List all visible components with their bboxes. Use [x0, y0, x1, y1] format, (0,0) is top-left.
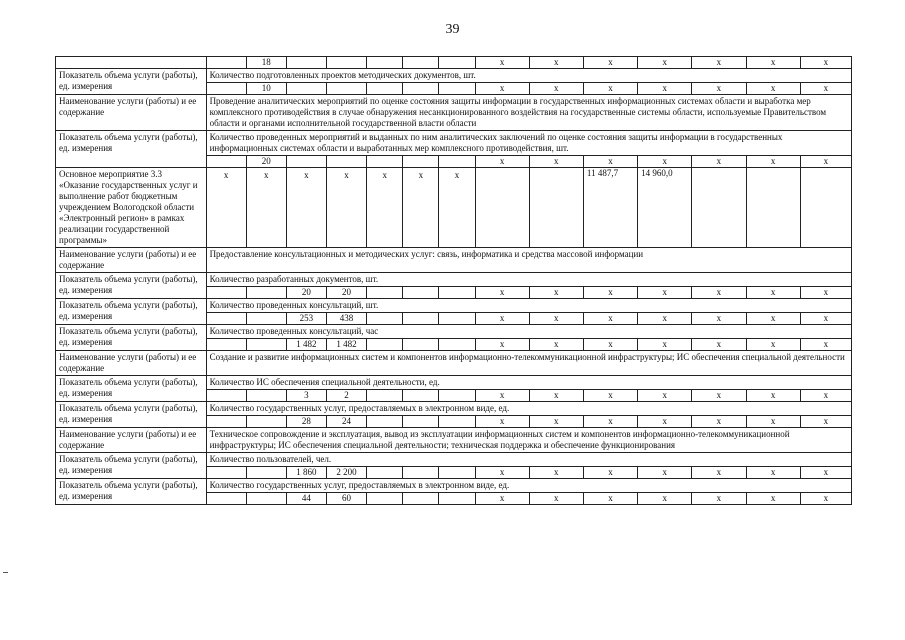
service-text: Проведение аналитических мероприятий по оценке состояния защиты информации в государственных информационных системах области и выработка мер комплексного противодействия в случае обнаружения несанкционированного воздействия на государственные системы области, используемые Правительством области и органами исполнительной государственной власти области: [206, 95, 851, 131]
main-event-row: [56, 168, 852, 248]
value-cell: 1 482: [286, 339, 326, 351]
indicator-label: Показатель объема услуги (работы), ед. измерения: [56, 69, 207, 95]
value-cell: [367, 493, 403, 505]
x-mark: x: [439, 168, 475, 248]
x-mark: x: [692, 83, 746, 95]
value-cell: [439, 156, 475, 168]
value-cell: [206, 287, 246, 299]
indicator-text: Количество проведенных мероприятий и выданных по ним аналитических заключений по оценке состояния защиты информации в государственных информационных системах области и выработанных мер комплексного противодействия, шт.: [206, 131, 851, 156]
indicator-text: Количество государственных услуг, предоставляемых в электронном виде, ед.: [206, 402, 851, 416]
x-mark: x: [529, 390, 583, 402]
value-cell: [246, 339, 286, 351]
x-mark: x: [800, 313, 851, 325]
value-cell: [439, 467, 475, 479]
value-cell: [367, 339, 403, 351]
x-mark: x: [529, 313, 583, 325]
indicator-text: Количество пользователей, чел.: [206, 453, 851, 467]
x-mark: x: [475, 493, 529, 505]
value-cell: [746, 168, 800, 248]
x-mark: x: [692, 156, 746, 168]
x-mark: x: [800, 416, 851, 428]
indicator-text: Количество государственных услуг, предоставляемых в электронном виде, ед.: [206, 479, 851, 493]
x-mark: x: [206, 168, 246, 248]
x-mark: x: [529, 467, 583, 479]
value-cell: [403, 57, 439, 69]
value-cell: [246, 416, 286, 428]
x-mark: x: [800, 390, 851, 402]
value-cell: [206, 493, 246, 505]
value-cell: 3: [286, 390, 326, 402]
x-mark: x: [583, 339, 637, 351]
value-cell: [367, 156, 403, 168]
value-cell: 60: [326, 493, 366, 505]
main-event-label: Основное мероприятие 3.3 «Оказание государственных услуг и выполнение работ бюджетным учреждением Вологодской области «Электронный регион» в рамках реализации государственной программы»: [56, 168, 207, 248]
x-mark: x: [286, 168, 326, 248]
value-cell: [206, 390, 246, 402]
x-mark: x: [475, 156, 529, 168]
value-cell: [439, 493, 475, 505]
value-cell: [403, 416, 439, 428]
x-mark: x: [800, 287, 851, 299]
x-mark: x: [475, 339, 529, 351]
value-cell: [403, 287, 439, 299]
x-mark: x: [746, 57, 800, 69]
service-label: Наименование услуги (работы) и ее содержание: [56, 248, 207, 273]
indicator-text: Количество проведенных консультаций, шт.: [206, 299, 851, 313]
x-mark: x: [746, 83, 800, 95]
x-mark: x: [638, 390, 692, 402]
x-mark: x: [638, 493, 692, 505]
table-row: [56, 376, 852, 390]
value-cell: 18: [246, 57, 286, 69]
x-mark: x: [403, 168, 439, 248]
value-cell: [403, 467, 439, 479]
value-cell: 20: [246, 156, 286, 168]
x-mark: x: [692, 467, 746, 479]
x-mark: x: [692, 57, 746, 69]
amount-cell: 11 487,7: [583, 168, 637, 248]
program-table: [55, 56, 852, 505]
value-cell: 2 200: [326, 467, 366, 479]
x-mark: x: [583, 156, 637, 168]
indicator-label: Показатель объема услуги (работы), ед. измерения: [56, 402, 207, 428]
x-mark: x: [638, 287, 692, 299]
value-cell: [206, 156, 246, 168]
x-mark: x: [638, 339, 692, 351]
table-row: [56, 453, 852, 467]
x-mark: x: [746, 390, 800, 402]
row-label: [56, 57, 207, 69]
value-cell: [439, 57, 475, 69]
x-mark: x: [692, 493, 746, 505]
page-number: 39: [445, 22, 460, 37]
x-mark: x: [529, 493, 583, 505]
service-label: Наименование услуги (работы) и ее содержание: [56, 351, 207, 376]
value-cell: [206, 467, 246, 479]
x-mark: x: [800, 156, 851, 168]
value-cell: [439, 313, 475, 325]
x-mark: x: [746, 416, 800, 428]
table-row: [56, 402, 852, 416]
service-label: Наименование услуги (работы) и ее содержание: [56, 428, 207, 453]
indicator-label: Показатель объема услуги (работы), ед. измерения: [56, 299, 207, 325]
x-mark: x: [583, 390, 637, 402]
value-cell: [529, 168, 583, 248]
x-mark: x: [638, 467, 692, 479]
service-text: Техническое сопровождение и эксплуатация, вывод из эксплуатации информационных систем и компонентов информационно-телекоммуникационной инфраструктуры; ИС обеспечения специальной деятельности; техническая поддержка и обеспечение функционирования: [206, 428, 851, 453]
table-row: [56, 95, 852, 131]
value-cell: [403, 83, 439, 95]
value-cell: [367, 83, 403, 95]
indicator-label: Показатель объема услуги (работы), ед. измерения: [56, 479, 207, 505]
value-cell: [403, 156, 439, 168]
value-cell: [286, 57, 326, 69]
x-mark: x: [529, 287, 583, 299]
value-cell: [206, 416, 246, 428]
value-cell: [367, 313, 403, 325]
value-cell: [367, 57, 403, 69]
value-cell: [206, 313, 246, 325]
indicator-text: Количество разработанных документов, шт.: [206, 273, 851, 287]
value-cell: 10: [246, 83, 286, 95]
value-cell: 28: [286, 416, 326, 428]
value-cell: [800, 168, 851, 248]
value-cell: 44: [286, 493, 326, 505]
value-cell: [403, 493, 439, 505]
table-row: [56, 273, 852, 287]
value-cell: 1 860: [286, 467, 326, 479]
x-mark: x: [800, 57, 851, 69]
x-mark: x: [529, 57, 583, 69]
value-cell: 1 482: [326, 339, 366, 351]
x-mark: x: [475, 313, 529, 325]
value-cell: [286, 156, 326, 168]
indicator-label: Показатель объема услуги (работы), ед. измерения: [56, 453, 207, 479]
x-mark: x: [638, 416, 692, 428]
value-cell: 2: [326, 390, 366, 402]
value-cell: [246, 313, 286, 325]
table-row: [56, 351, 852, 376]
x-mark: x: [529, 156, 583, 168]
value-cell: [439, 416, 475, 428]
x-mark: x: [746, 313, 800, 325]
x-mark: x: [746, 156, 800, 168]
margin-mark: [3, 572, 8, 573]
x-mark: x: [529, 339, 583, 351]
x-mark: x: [529, 83, 583, 95]
value-cell: [367, 416, 403, 428]
value-cell: 253: [286, 313, 326, 325]
indicator-label: Показатель объема услуги (работы), ед. измерения: [56, 131, 207, 168]
value-cell: [326, 156, 366, 168]
value-cell: [286, 83, 326, 95]
value-cell: [439, 83, 475, 95]
indicator-text: Количество ИС обеспечения специальной деятельности, ед.: [206, 376, 851, 390]
x-mark: x: [638, 83, 692, 95]
table-row: [56, 248, 852, 273]
x-mark: x: [583, 467, 637, 479]
x-mark: x: [475, 287, 529, 299]
x-mark: x: [800, 493, 851, 505]
value-cell: [246, 493, 286, 505]
value-cell: [692, 168, 746, 248]
x-mark: x: [367, 168, 403, 248]
x-mark: x: [583, 57, 637, 69]
x-mark: x: [583, 313, 637, 325]
x-mark: x: [583, 493, 637, 505]
x-mark: x: [692, 313, 746, 325]
value-cell: [439, 287, 475, 299]
x-mark: x: [800, 339, 851, 351]
x-mark: x: [800, 83, 851, 95]
x-mark: x: [638, 156, 692, 168]
value-cell: 20: [326, 287, 366, 299]
indicator-label: Показатель объема услуги (работы), ед. измерения: [56, 325, 207, 351]
value-cell: 20: [286, 287, 326, 299]
x-mark: x: [475, 57, 529, 69]
value-cell: [403, 313, 439, 325]
table-row: [56, 57, 852, 69]
x-mark: x: [475, 467, 529, 479]
indicator-label: Показатель объема услуги (работы), ед. измерения: [56, 273, 207, 299]
value-cell: [367, 467, 403, 479]
x-mark: x: [583, 416, 637, 428]
table-row: [56, 325, 852, 339]
x-mark: x: [692, 390, 746, 402]
x-mark: x: [475, 390, 529, 402]
x-mark: x: [475, 83, 529, 95]
table-row: [56, 428, 852, 453]
amount-cell: 14 960,0: [638, 168, 692, 248]
indicator-label: Показатель объема услуги (работы), ед. измерения: [56, 376, 207, 402]
x-mark: x: [583, 287, 637, 299]
x-mark: x: [638, 313, 692, 325]
value-cell: [246, 467, 286, 479]
value-cell: [326, 83, 366, 95]
value-cell: [326, 57, 366, 69]
value-cell: [439, 390, 475, 402]
value-cell: [367, 287, 403, 299]
value-cell: [367, 390, 403, 402]
x-mark: x: [692, 339, 746, 351]
x-mark: x: [692, 416, 746, 428]
value-cell: [246, 287, 286, 299]
value-cell: [475, 168, 529, 248]
x-mark: x: [583, 83, 637, 95]
value-cell: [206, 83, 246, 95]
service-text: Создание и развитие информационных систем и компонентов информационно-телекоммуникационной инфраструктуры; ИС обеспечения специальной деятельности: [206, 351, 851, 376]
x-mark: x: [475, 416, 529, 428]
value-cell: [206, 57, 246, 69]
indicator-text: Количество проведенных консультаций, час: [206, 325, 851, 339]
x-mark: x: [746, 339, 800, 351]
value-cell: [246, 390, 286, 402]
x-mark: x: [638, 57, 692, 69]
value-cell: [403, 390, 439, 402]
x-mark: x: [529, 416, 583, 428]
table-row: [56, 479, 852, 493]
service-label: Наименование услуги (работы) и ее содержание: [56, 95, 207, 131]
value-cell: [439, 339, 475, 351]
table-row: [56, 299, 852, 313]
table-row: [56, 69, 852, 83]
value-cell: [403, 339, 439, 351]
service-text: Предоставление консультационных и методических услуг: связь, информатика и средства массовой информации: [206, 248, 851, 273]
value-cell: 24: [326, 416, 366, 428]
indicator-text: Количество подготовленных проектов методических документов, шт.: [206, 69, 851, 83]
x-mark: x: [692, 287, 746, 299]
x-mark: x: [746, 287, 800, 299]
x-mark: x: [326, 168, 366, 248]
value-cell: 438: [326, 313, 366, 325]
table-row: [56, 131, 852, 156]
x-mark: x: [246, 168, 286, 248]
x-mark: x: [746, 467, 800, 479]
x-mark: x: [800, 467, 851, 479]
value-cell: [206, 339, 246, 351]
x-mark: x: [746, 493, 800, 505]
